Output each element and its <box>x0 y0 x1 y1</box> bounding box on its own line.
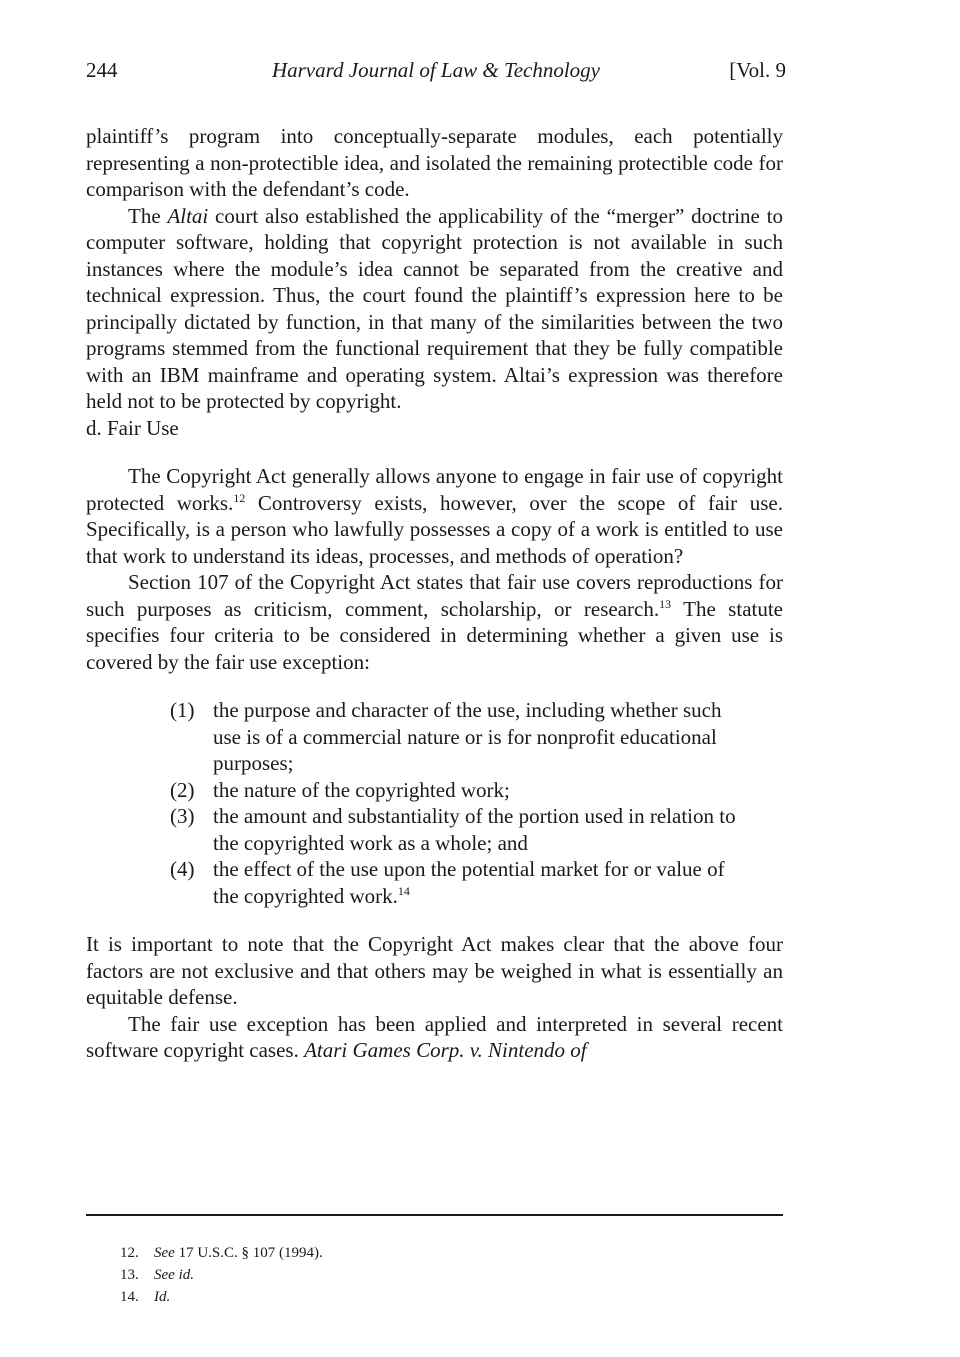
paragraph-altai-merger: The Altai court also established the applicability of the “merger” doctrine to computer software, holding that copyright protection is not available in such instances where the module’s idea cannot be separated from the creative and technical expression. Thus, the court found the plaintiff’s expression here to be principally dictated by function, in that many of the similarities between the two programs stemmed from the functional requirement that they be fully compatible with an IBM mainframe and operating system. Altai’s expression was therefore held not to be protected by copyright. <box>86 203 783 413</box>
case-name-altai: Altai <box>167 203 209 228</box>
paragraph-section-107: Section 107 of the Copyright Act states that fair use covers reproductions for such purposes as criticism, comment, scholarship, or research.$^{13}$ The statute specifies four criteria to be considered in determining whether a given use is covered by the fair use exception: <box>86 570 783 674</box>
footnote-12: 12. See 17 U.S.C. § 107 (1994). <box>120 1245 323 1261</box>
paragraph-factors-note: It is important to note that the Copyright Act makes clear that the above four factors are not exclusive and that others may be weighed in what is essentially an equitable defense. <box>86 932 783 1009</box>
paragraph-continuation: plaintiff’s program into conceptually-separate modules, each potentially representing a non-protectible idea, and isolated the remaining protectible code for comparison with the defendant’s code. <box>86 124 783 201</box>
body-text <box>86 123 783 1064</box>
footnote-13: 13. See id. <box>120 1267 194 1283</box>
volume-label: [Vol. 9 <box>729 58 786 82</box>
case-name-atari: Atari Games Corp. v. Nintendo of <box>304 1038 587 1062</box>
paragraph-software-cases: The fair use exception has been applied and interpreted in several recent software copyright cases. Atari Games Corp. v. Nintendo of <box>86 1011 783 1062</box>
running-header <box>86 58 786 90</box>
list-item: (3) the amount and substantiality of the portion used in relation to the copyrighted work as a whole; and <box>170 804 736 855</box>
journal-title: Harvard Journal of Law & Technology <box>271 58 601 82</box>
list-item: (2) the nature of the copyrighted work; <box>170 777 510 802</box>
list-item: (4) the effect of the use upon the potential market for or value of the copyrighted work.$^{14}$ <box>170 857 725 908</box>
list-item: (1) the purpose and character of the use, including whether such use is of a commercial nature or is for nonprofit educational purposes; <box>170 698 722 775</box>
footnote-divider <box>86 1214 783 1216</box>
paragraph-fair-use-intro: The Copyright Act generally allows anyone to engage in fair use of copyright protected works.$^{12}$ Controversy exists, however, over the scope of fair use. Specifically, is a person who lawfully possesses a copy of a work is entitled to use that work to understand its ideas, processes, and methods of operation? <box>86 464 783 568</box>
fair-use-factors-list <box>170 697 740 909</box>
section-heading: d. Fair Use <box>86 415 179 440</box>
footnote-ref-12: 12 <box>233 490 246 505</box>
footnote-ref-14: 14 <box>397 883 410 898</box>
page-number: 244 <box>86 58 118 82</box>
footnotes <box>120 1242 323 1308</box>
footnote-14: 14. Id. <box>120 1289 171 1305</box>
footnote-ref-13: 13 <box>659 596 672 611</box>
